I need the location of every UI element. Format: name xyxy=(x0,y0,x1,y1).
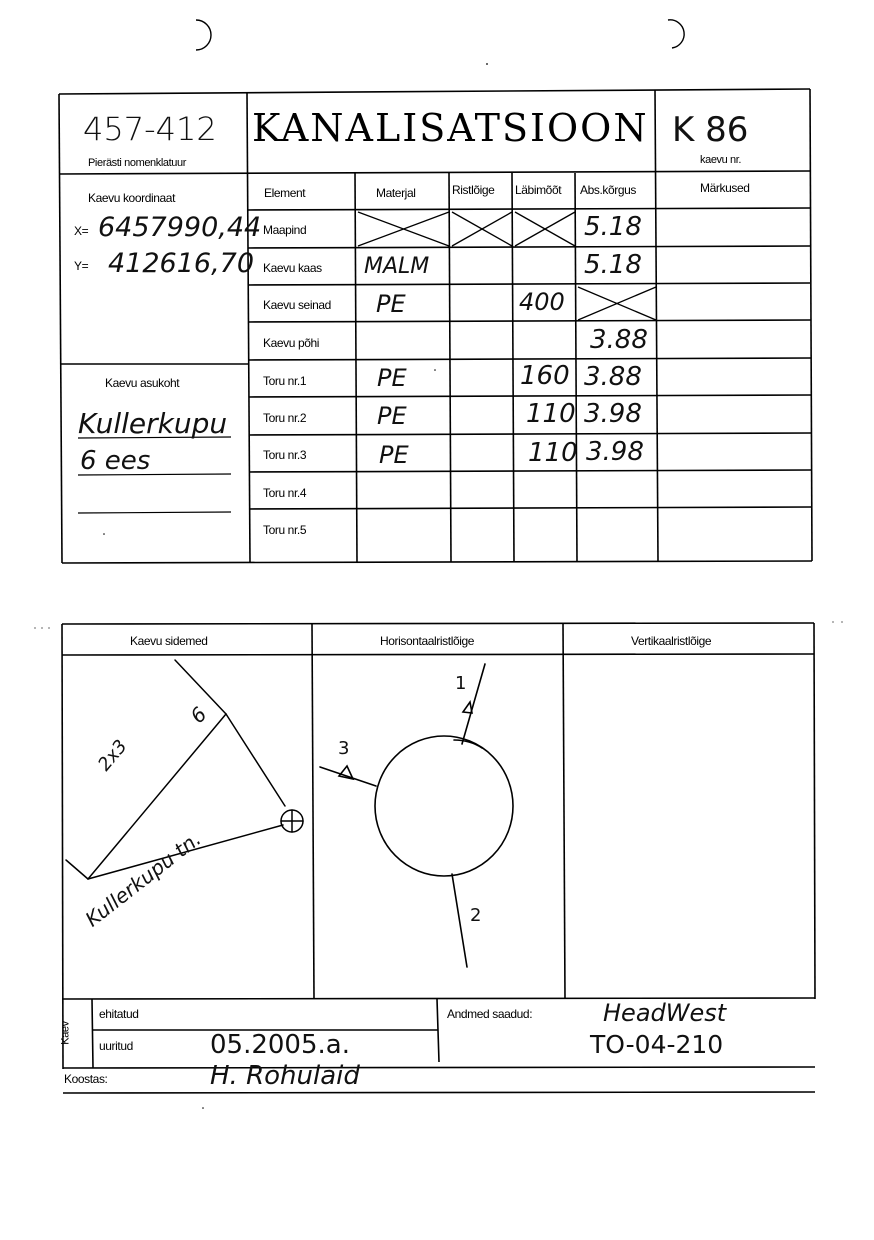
well-number-value: K 86 xyxy=(672,110,749,150)
vertical-label: Vertikaalristlõige xyxy=(631,634,712,648)
horizontal-label: Horisontaalristlõige xyxy=(380,634,475,648)
cell-material: PE xyxy=(377,364,407,392)
cell-material: PE xyxy=(377,402,407,430)
col-header-height: Abs.kõrgus xyxy=(580,183,637,197)
col-header-diameter: Läbimõõt xyxy=(515,183,562,197)
cell-material: MALM xyxy=(364,254,430,279)
coordinates-label: Kaevu koordinaat xyxy=(88,191,175,205)
row-element: Kaevu põhi xyxy=(263,336,320,350)
y-value: 412616,70 xyxy=(108,248,255,279)
measured-label: uuritud xyxy=(99,1039,133,1053)
well-number-label: kaevu nr. xyxy=(700,154,742,166)
y-label: Y= xyxy=(74,259,89,273)
row-element: Toru nr.4 xyxy=(263,486,307,500)
built-label: ehitatud xyxy=(99,1007,139,1021)
cell-height: 5.18 xyxy=(584,212,642,242)
col-header-element: Element xyxy=(264,186,306,200)
cell-height: 3.98 xyxy=(584,399,642,429)
tie-distance-1: 6 xyxy=(185,702,212,728)
ties-label: Kaevu sidemed xyxy=(130,634,208,648)
x-label: X= xyxy=(74,224,89,238)
data-source-company: HeadWest xyxy=(603,999,727,1027)
row-element: Kaevu kaas xyxy=(263,261,322,275)
data-source-label: Andmed saadud: xyxy=(447,1007,533,1021)
row-element: Kaevu seinad xyxy=(263,298,331,312)
measured-date: 05.2005.a. xyxy=(210,1030,350,1060)
row-element: Toru nr.1 xyxy=(263,374,307,388)
cell-diameter: 400 xyxy=(519,288,565,316)
location-label: Kaevu asukoht xyxy=(105,376,180,390)
pipe-label-2: 2 xyxy=(470,905,482,926)
col-header-notes: Märkused xyxy=(700,181,750,195)
cell-height: 3.98 xyxy=(586,437,644,467)
kaev-label: Kaev xyxy=(59,1021,72,1045)
cell-material: PE xyxy=(379,441,409,469)
pipe-label-3: 3 xyxy=(338,738,350,759)
cell-height: 5.18 xyxy=(584,250,642,280)
cell-height: 3.88 xyxy=(584,362,642,392)
row-element: Toru nr.5 xyxy=(263,523,307,537)
compiler-label: Koostas: xyxy=(64,1072,108,1086)
cell-material: PE xyxy=(376,290,406,318)
row-element: Toru nr.3 xyxy=(263,448,307,462)
pipe-label-1: 1 xyxy=(455,673,467,694)
nomenclature-label: Pierästi nomenklatuur xyxy=(88,157,186,169)
tie-distance-2: 2x3 xyxy=(93,735,132,776)
nomenclature-value: 457-412 xyxy=(83,110,217,148)
location-line-2: 6 ees xyxy=(80,446,151,476)
cell-height: 3.88 xyxy=(590,325,648,355)
form-title: KANALISATSIOON xyxy=(252,106,649,150)
col-header-material: Materjal xyxy=(376,186,416,200)
street-annotation: Kullerkupu tn. xyxy=(80,826,206,932)
location-line-1: Kullerkupu xyxy=(78,407,228,440)
cell-diameter: 110 xyxy=(528,438,578,468)
row-element: Toru nr.2 xyxy=(263,411,307,425)
cell-diameter: 160 xyxy=(520,361,570,391)
compiler-name: H. Rohulaid xyxy=(210,1061,360,1091)
col-header-cross: Ristlõige xyxy=(452,183,495,197)
row-element: Maapind xyxy=(263,223,307,237)
cell-diameter: 110 xyxy=(526,399,576,429)
x-value: 6457990,44 xyxy=(98,212,262,243)
data-source-code: TO-04-210 xyxy=(590,1030,724,1059)
